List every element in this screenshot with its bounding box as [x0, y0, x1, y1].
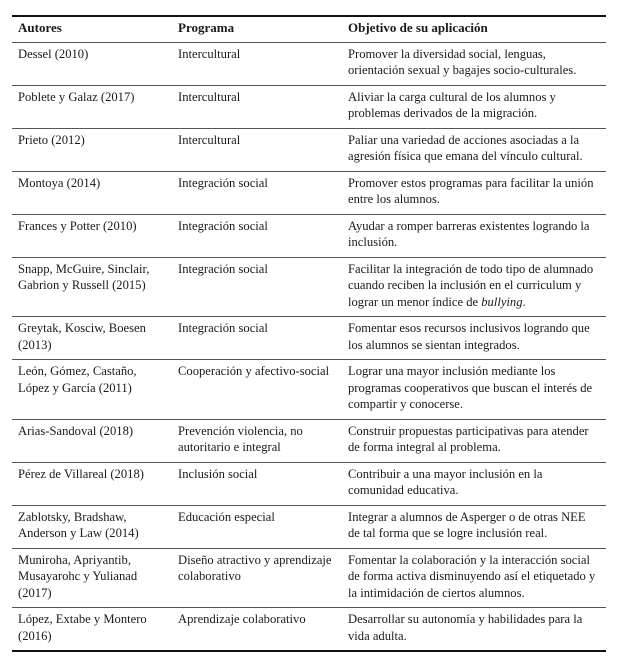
objetivo-text: Facilitar la integración de todo tipo de alumnado cuando reciben la inclusión en el curriculum y lograr un menor índice de — [348, 261, 594, 309]
table-row — [12, 419, 606, 462]
table-row — [12, 505, 606, 548]
cell-programa: Aprendizaje colaborativo — [178, 612, 306, 626]
cell-programa: Integración social — [178, 218, 268, 233]
cell-autores: León, Gómez, Castaño, López y García (2011) — [18, 364, 137, 395]
cell-programa: Prevención violencia, no autoritario e integral — [178, 423, 303, 454]
cell-autores: Pérez de Villareal (2018) — [18, 466, 144, 481]
header-autores: Autores — [18, 20, 62, 35]
table-row — [12, 42, 606, 85]
cell-objetivo: Integrar a alumnos de Asperger o de otras NEE de tal forma que se logre inclusión real. — [348, 509, 586, 540]
cell-autores: Dessel (2010) — [18, 46, 89, 61]
cell-autores: López, Extabe y Montero (2016) — [18, 612, 147, 643]
cell-objetivo: Fomentar la colaboración y la interacción social de forma activa disminuyendo así el etiquetado y la intimidación de ciertos alumnos. — [348, 552, 596, 600]
cell-programa: Intercultural — [178, 89, 241, 104]
cell-objetivo: Construir propuestas participativas para atender de forma integral al problema. — [348, 423, 589, 454]
cell-objetivo: Promover estos programas para facilitar la unión entre los alumnos. — [348, 175, 594, 206]
authors-programs-table — [12, 15, 606, 652]
cell-autores: Montoya (2014) — [18, 175, 101, 190]
cell-programa: Integración social — [178, 261, 268, 276]
table-row — [12, 171, 606, 214]
cell-autores: Poblete y Galaz (2017) — [18, 89, 135, 104]
table-row — [12, 214, 606, 257]
cell-programa: Integración social — [178, 175, 268, 190]
objetivo-italic-term: bullying — [481, 294, 523, 309]
table-row — [12, 128, 606, 171]
cell-objetivo — [342, 257, 606, 317]
cell-programa: Educación especial — [178, 509, 275, 524]
table-row — [12, 85, 606, 128]
cell-autores: Muniroha, Apriyantib, Musayarohc y Yulianad (2017) — [18, 552, 138, 600]
cell-objetivo: Desarrollar su autonomía y habilidades para la vida adulta. — [348, 612, 583, 643]
cell-programa: Intercultural — [178, 132, 241, 147]
cell-programa: Intercultural — [178, 46, 241, 61]
table-row — [12, 548, 606, 608]
table-row — [12, 462, 606, 505]
cell-objetivo: Contribuir a una mayor inclusión en la comunidad educativa. — [348, 466, 543, 497]
cell-objetivo: Ayudar a romper barreras existentes logrando la inclusión. — [348, 218, 590, 249]
table-row — [12, 608, 606, 652]
table-row — [12, 257, 606, 317]
cell-objetivo: Aliviar la carga cultural de los alumnos y problemas derivados de la migración. — [348, 89, 556, 120]
objetivo-text-end: . — [522, 294, 526, 309]
cell-programa: Integración social — [178, 321, 268, 335]
cell-programa: Cooperación y afectivo-social — [178, 364, 330, 378]
header-programa: Programa — [178, 20, 235, 35]
cell-objetivo: Promover la diversidad social, lenguas, orientación sexual y bagajes socio-culturales. — [348, 46, 577, 77]
cell-objetivo: Lograr una mayor inclusión mediante los programas cooperativos que buscan el interés de compartir y conocerse. — [348, 364, 593, 411]
cell-autores: Zablotsky, Bradshaw, Anderson y Law (2014) — [18, 509, 139, 540]
table-header-row — [12, 16, 606, 42]
cell-autores: Snapp, McGuire, Sinclair, Gabrion y Russell (2015) — [18, 261, 150, 292]
cell-programa: Diseño atractivo y aprendizaje colaborativo — [178, 552, 332, 583]
cell-autores: Arias-Sandoval (2018) — [18, 423, 134, 438]
cell-objetivo: Fomentar esos recursos inclusivos logrando que los alumnos se sientan integrados. — [348, 321, 590, 352]
cell-objetivo: Paliar una variedad de acciones asociadas a la agresión física que emana del vínculo cultural. — [348, 132, 583, 163]
cell-autores: Greytak, Kosciw, Boesen (2013) — [18, 321, 146, 352]
cell-autores: Prieto (2012) — [18, 132, 85, 147]
header-objetivo: Objetivo de su aplicación — [348, 20, 488, 35]
cell-programa: Inclusión social — [178, 466, 258, 481]
table-row — [12, 360, 606, 420]
table-row — [12, 317, 606, 360]
cell-autores: Frances y Potter (2010) — [18, 218, 137, 233]
